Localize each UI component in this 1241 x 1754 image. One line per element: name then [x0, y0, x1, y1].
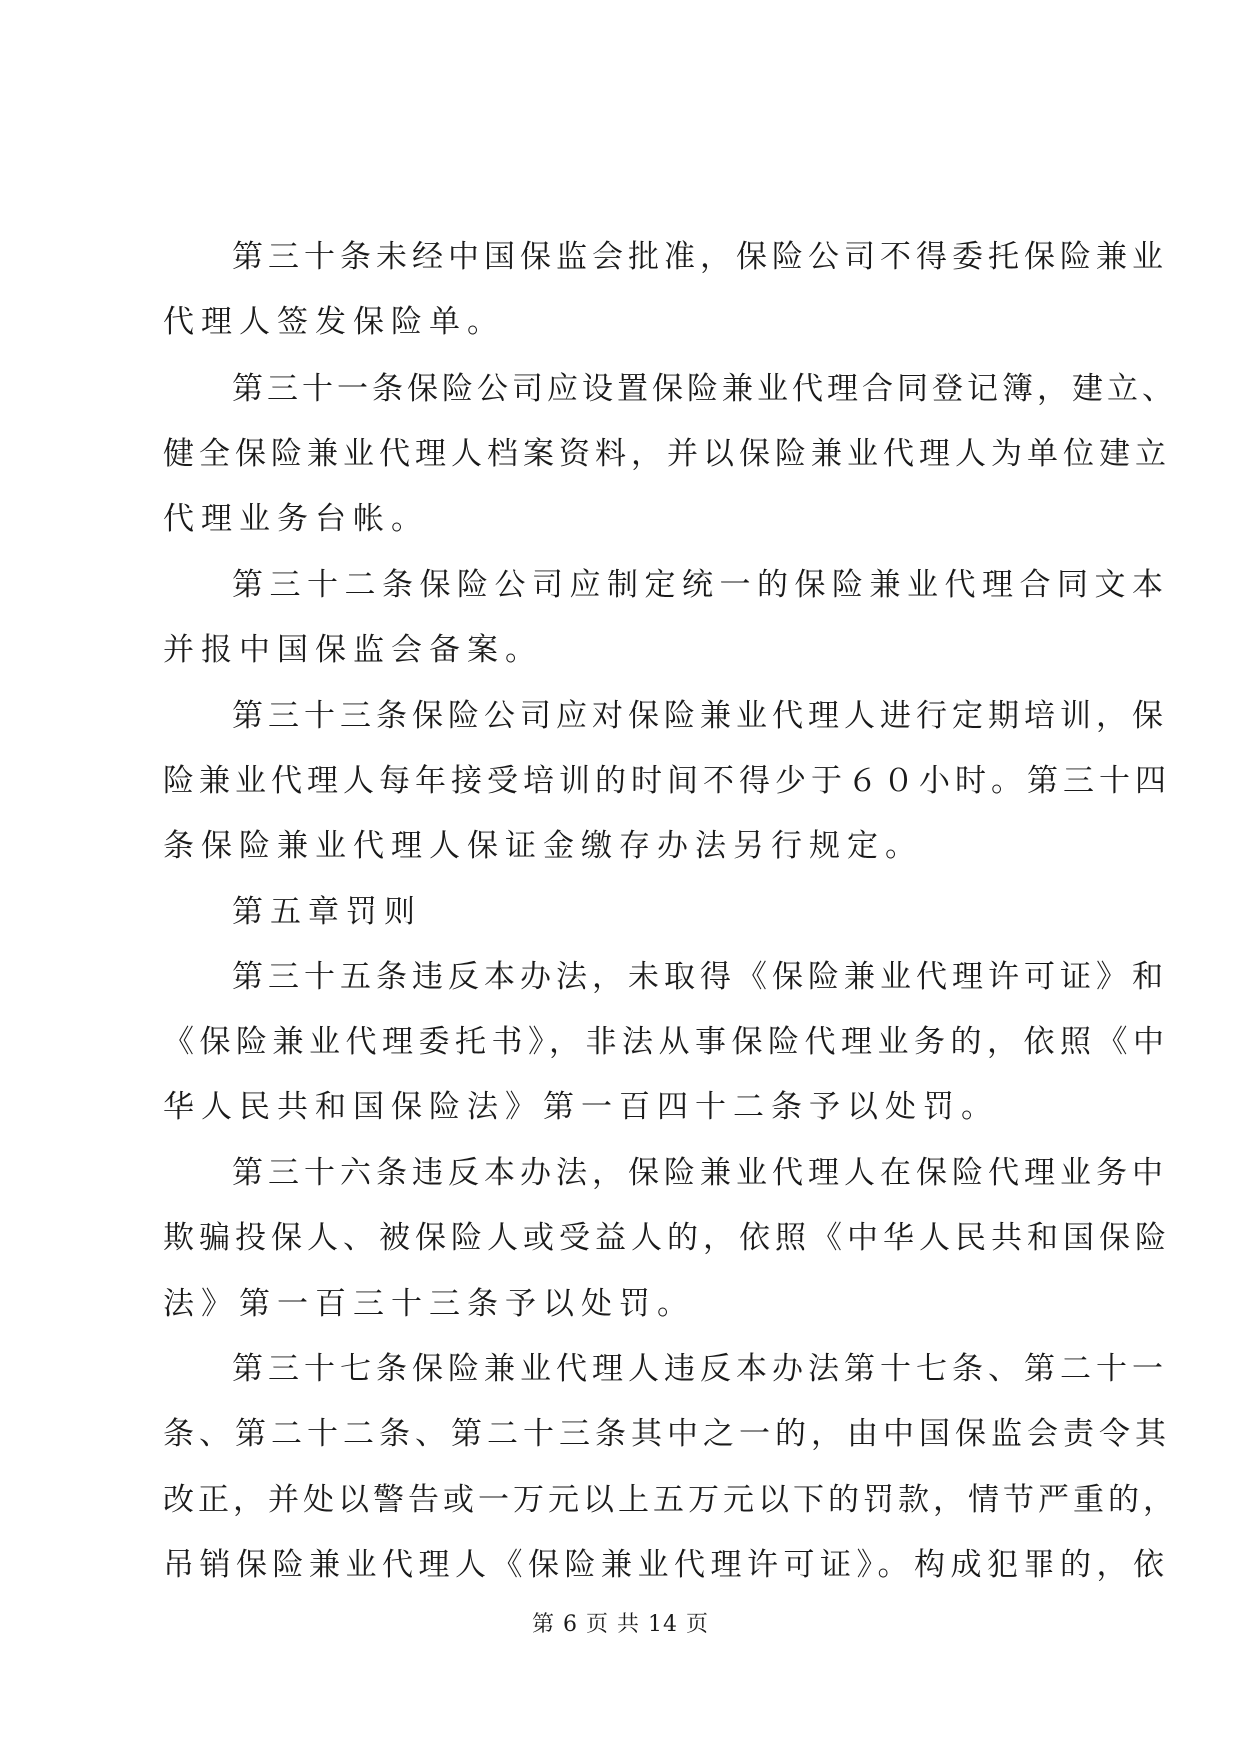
text-line: 法》第一百三十三条予以处罚。	[163, 1286, 695, 1322]
text-line: 代理业务台帐。	[163, 501, 429, 537]
page-number: 第 6 页 共 14 页	[532, 1612, 709, 1637]
text-line: 第三十条未经中国保监会批准，保险公司不得委托保险兼业	[232, 239, 1168, 275]
text-line: 条保险兼业代理人保证金缴存办法另行规定。	[163, 828, 923, 864]
chapter-heading: 第五章罚则	[232, 894, 422, 930]
text-line: 条、第二十二条、第二十三条其中之一的，由中国保监会责令其	[163, 1416, 1171, 1452]
text-line: 欺骗投保人、被保险人或受益人的，依照《中华人民共和国保险	[163, 1220, 1171, 1256]
text-line: 吊销保险兼业代理人《保险兼业代理许可证》。构成犯罪的，依	[163, 1547, 1170, 1583]
text-line: 第三十三条保险公司应对保险兼业代理人进行定期培训，保	[232, 698, 1168, 734]
text-line: 第三十六条违反本办法，保险兼业代理人在保险代理业务中	[232, 1155, 1168, 1191]
text-line: 《保险兼业代理委托书》，非法从事保险代理业务的，依照《中	[163, 1024, 1170, 1060]
text-line: 健全保险兼业代理人档案资料，并以保险兼业代理人为单位建立	[163, 436, 1171, 472]
text-line: 代理人签发保险单。	[163, 304, 505, 340]
text-line: 并报中国保监会备案。	[163, 632, 543, 668]
text-line: 险兼业代理人每年接受培训的时间不得少于６０小时。第三十四	[163, 763, 1171, 799]
text-line: 第三十七条保险兼业代理人违反本办法第十七条、第二十一	[232, 1351, 1168, 1387]
text-line: 第三十一条保险公司应设置保险兼业代理合同登记簿，建立、	[232, 371, 1177, 407]
text-line: 第三十五条违反本办法，未取得《保险兼业代理许可证》和	[232, 959, 1168, 995]
text-line: 第三十二条保险公司应制定统一的保险兼业代理合同文本	[232, 567, 1170, 603]
text-line: 华人民共和国保险法》第一百四十二条予以处罚。	[163, 1089, 999, 1125]
text-line: 改正，并处以警告或一万元以上五万元以下的罚款，情节严重的，	[163, 1482, 1178, 1518]
